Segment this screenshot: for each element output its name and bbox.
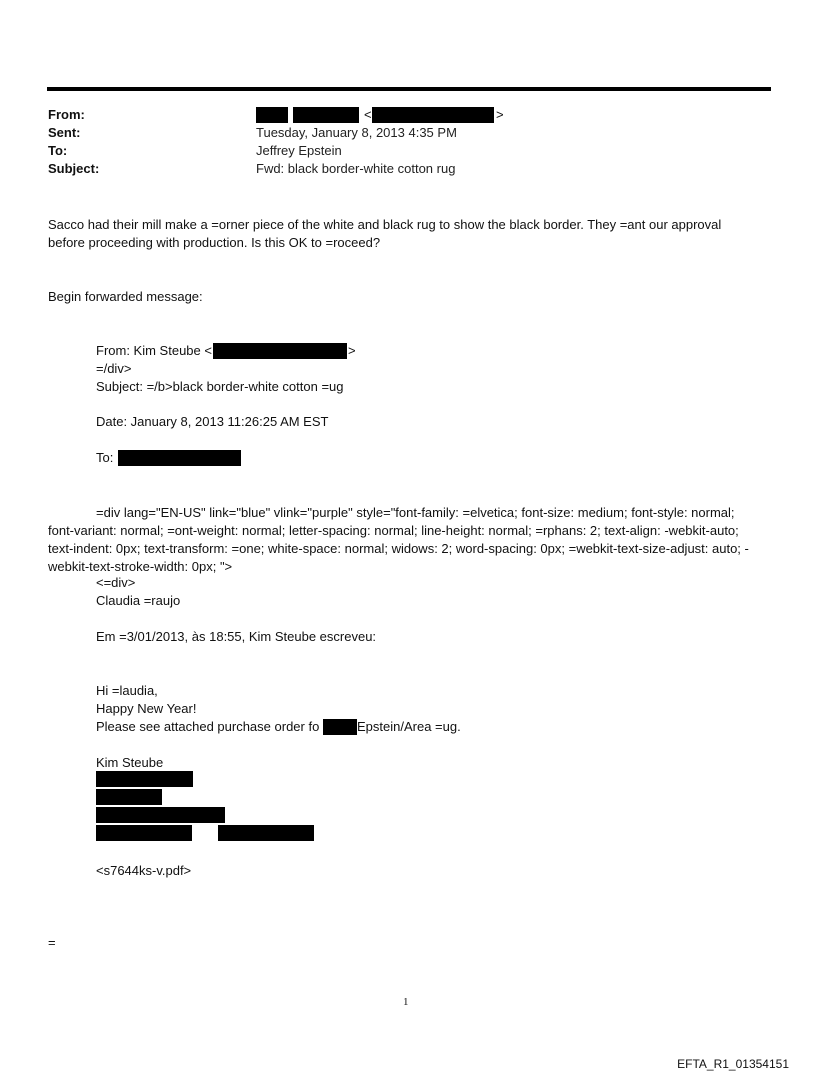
fwd-happy: Happy New Year! — [96, 701, 197, 716]
fwd-from-suffix: > — [348, 343, 356, 358]
fwd-div-close: =/div> — [96, 361, 132, 376]
fwd-attachment: <s7644ks-v.pdf> — [96, 863, 192, 878]
fwd-sender-name: Kim Steube — [96, 755, 164, 770]
fwd-please-prefix: Please see attached purchase order fo — [96, 719, 320, 734]
fwd-to-label: To: — [96, 450, 114, 465]
fwd-div-style: =div lang="EN-US" link="blue" vlink="purple" style="font-family: =elvetica; font-size: medium; font-style: normal; font-variant: normal; =ont-weight: normal; letter-spacing: normal; line-height: normal; =rphans: 2; text-align: -webkit-auto; text-indent: 0px; text-transform: =one; white-space: normal; widows: 2; word-spacing: 0px; =webkit-text-size-adjust: auto; -webkit-text-stroke-width: 0px; "> — [48, 505, 749, 574]
fwd-greeting: Hi =laudia, — [96, 683, 158, 698]
header-rule — [47, 87, 771, 91]
redaction-sig-line-3 — [96, 807, 225, 823]
redaction-sig-line-1 — [96, 771, 193, 787]
fwd-subject: Subject: =/b>black border-white cotton =ug — [96, 379, 344, 394]
redaction-from-first — [256, 107, 288, 123]
trailing-equals: = — [48, 935, 56, 950]
fwd-date: Date: January 8, 2013 11:26:25 AM EST — [96, 414, 329, 429]
redaction-sig-line-4a — [96, 825, 192, 841]
fwd-from-prefix: From: Kim Steube < — [96, 343, 212, 358]
intro-paragraph: Sacco had their mill make a =orner piece of the white and black rug to show the black border. They =ant our approval before proceeding with production. Is this OK to =roceed? — [48, 217, 722, 250]
fwd-please-suffix: Epstein/Area =ug. — [357, 719, 461, 734]
subject-value: Fwd: black border-white cotton rug — [256, 161, 456, 176]
fwd-em-line: Em =3/01/2013, às 18:55, Kim Steube escreveu: — [96, 629, 377, 644]
fwd-div-open: <=div> — [96, 575, 136, 590]
to-label: To: — [48, 143, 68, 158]
redaction-sig-line-4b — [218, 825, 314, 841]
subject-label: Subject: — [48, 161, 100, 176]
redaction-sig-line-2 — [96, 789, 162, 805]
to-value: Jeffrey Epstein — [256, 143, 342, 158]
document-id: EFTA_R1_01354151 — [677, 1057, 789, 1071]
begin-forwarded: Begin forwarded message: — [48, 289, 203, 304]
page-number: 1 — [403, 996, 409, 1008]
fwd-signature-name: Claudia =raujo — [96, 593, 181, 608]
redaction-please-name — [323, 719, 357, 735]
from-lt: < — [364, 107, 372, 122]
redaction-from-last — [293, 107, 359, 123]
sent-label: Sent: — [48, 125, 81, 140]
redaction-from-email — [372, 107, 494, 123]
redaction-fwd-from-email — [213, 343, 347, 359]
redaction-fwd-to — [118, 450, 241, 466]
sent-value: Tuesday, January 8, 2013 4:35 PM — [256, 125, 457, 140]
from-label: From: — [48, 107, 85, 122]
from-gt: > — [496, 107, 504, 122]
